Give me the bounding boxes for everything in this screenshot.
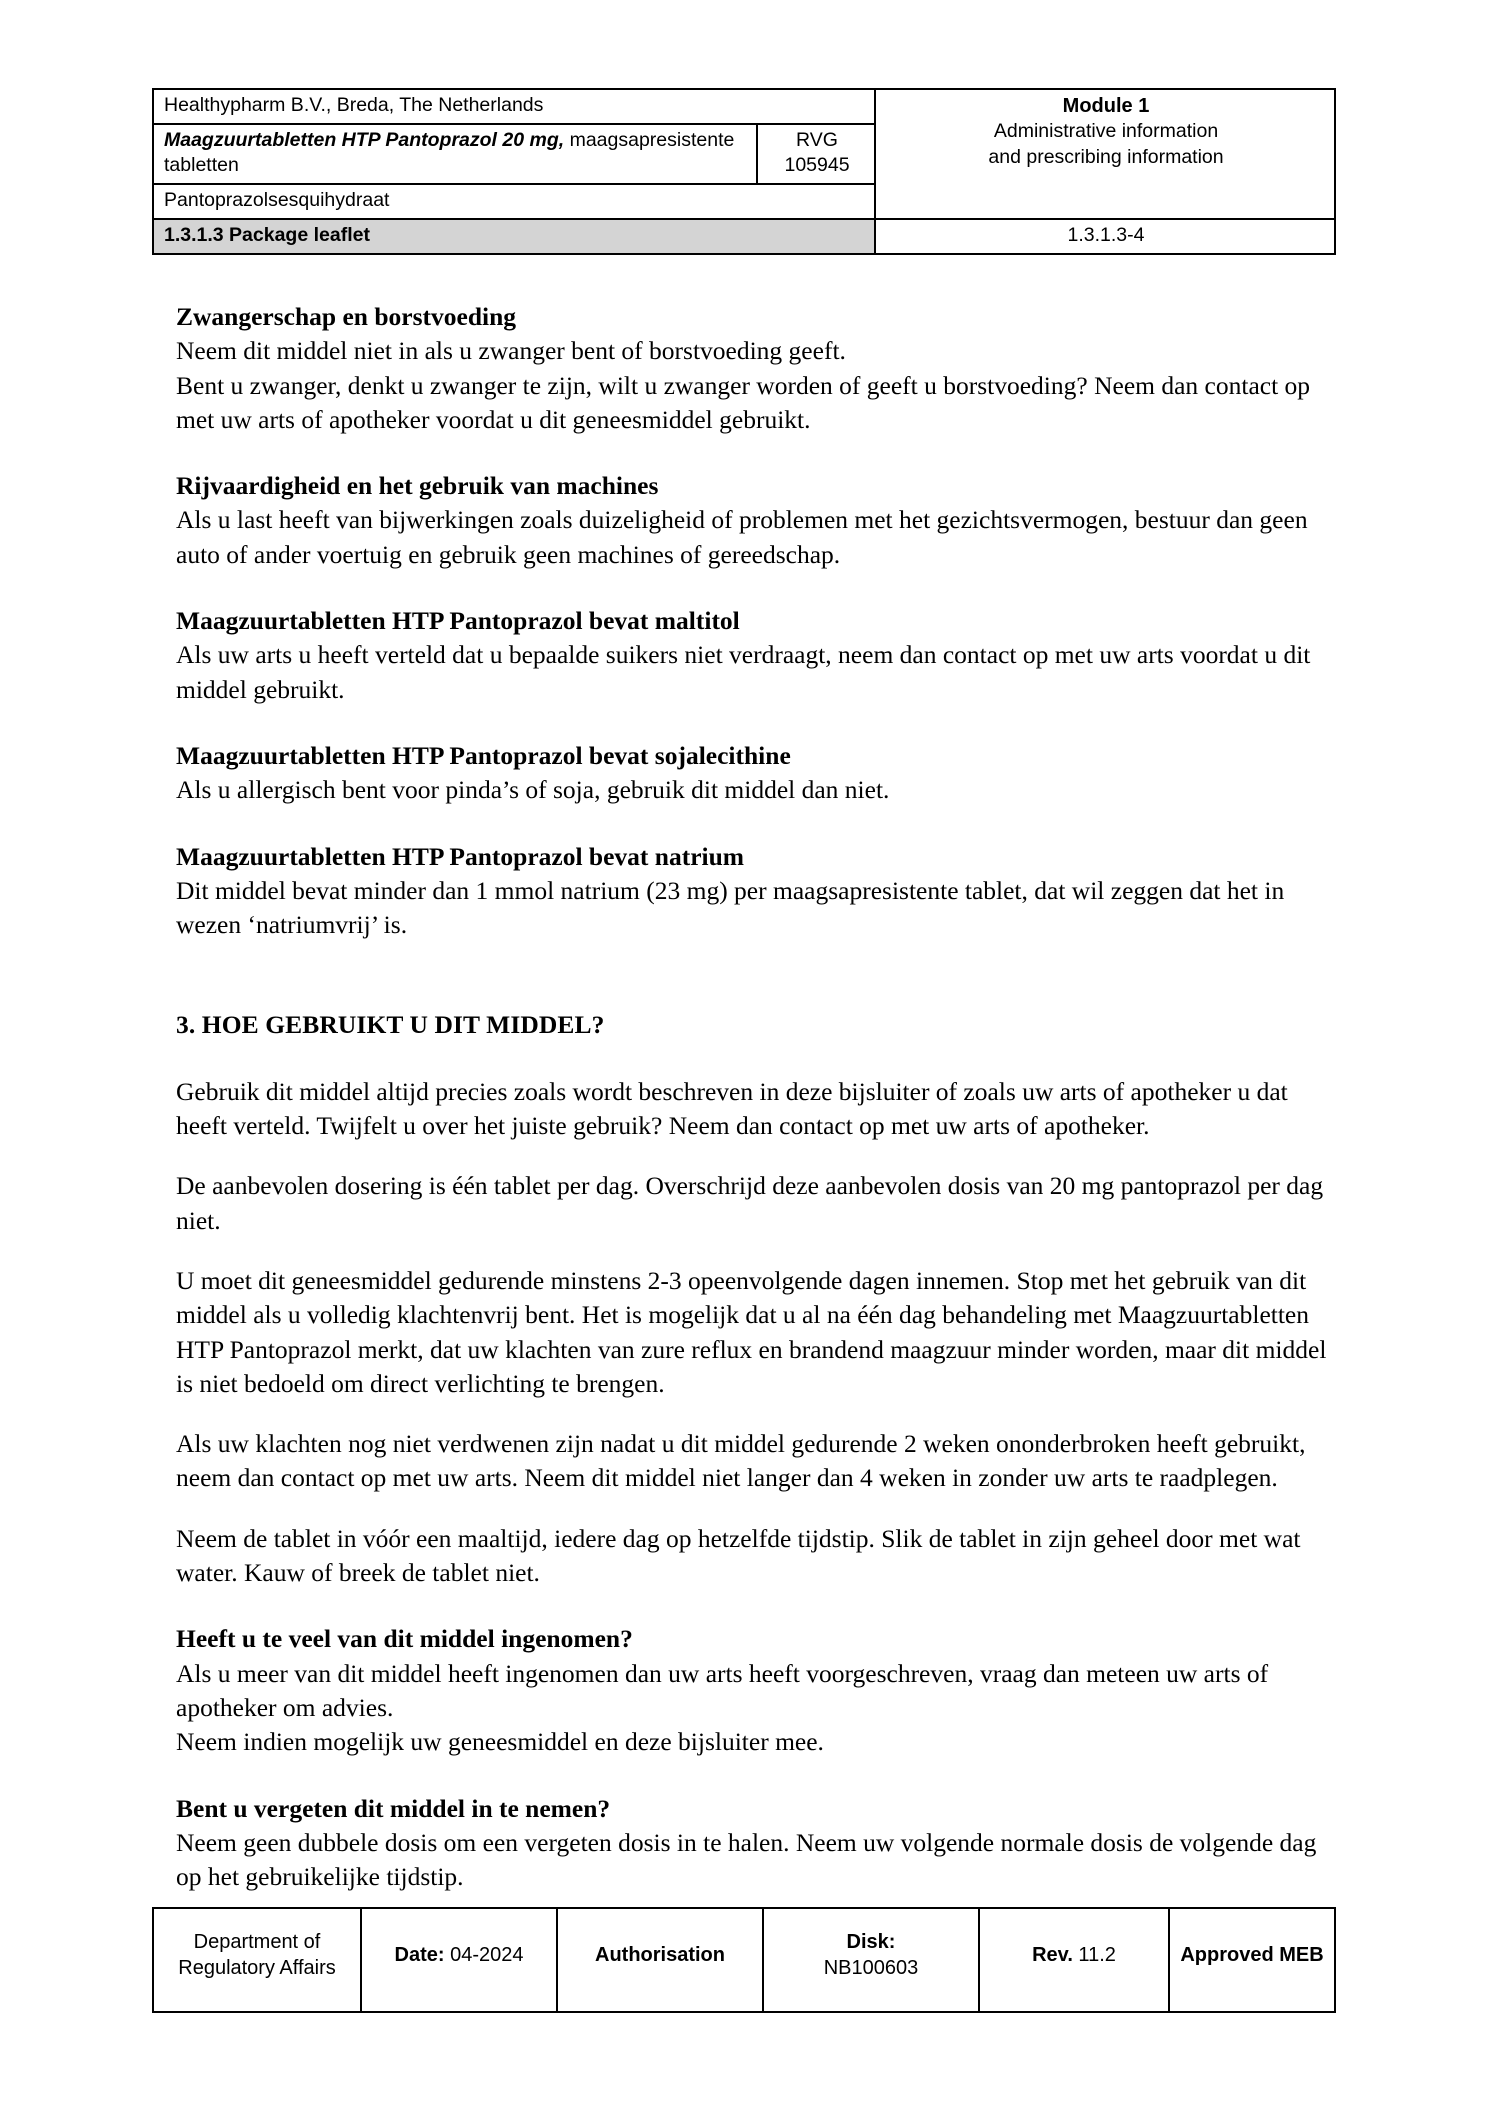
- heading-overdose: Heeft u te veel van dit middel ingenomen?: [176, 1624, 633, 1654]
- footer-authorisation-cell: Authorisation: [557, 1908, 763, 2012]
- footer-date-value: 04-2024: [444, 1944, 524, 1967]
- spacer: [176, 1143, 1340, 1169]
- spacer: [176, 1401, 1340, 1427]
- spacer: [176, 1043, 1340, 1075]
- heading-maltitol: Maagzuurtabletten HTP Pantoprazol bevat maltitol: [176, 606, 740, 636]
- header-module-title: Module 1: [1062, 95, 1150, 117]
- text-section3-para2: De aanbevolen dosering is één tablet per dag. Overschrijd deze aanbevolen dosis van 20 mg pantoprazol per dag niet.: [176, 1171, 1324, 1235]
- header-module-line2: and prescribing information: [988, 146, 1224, 169]
- text-driving: Als u last heeft van bijwerkingen zoals duizeligheid of problemen met het gezichtsvermogen, bestuur dan geen auto of ander voertuig en gebruik geen machines of gereedschap.: [176, 505, 1308, 569]
- text-section3-para1: Gebruik dit middel altijd precies zoals wordt beschreven in deze bijsluiter of zoals uw arts of apotheker u dat heeft verteld. Twijfelt u over het juiste gebruik? Neem dan contact op met uw arts of apotheker.: [176, 1076, 1288, 1141]
- spacer: [176, 942, 1340, 1008]
- spacer: [176, 437, 1340, 469]
- header-rvg-number: 105945: [784, 154, 850, 177]
- spacer: [176, 1760, 1340, 1792]
- header-section-banner: 1.3.1.3 Package leaflet: [153, 219, 875, 254]
- spacer: [176, 808, 1340, 840]
- footer-department-line1: Department of: [193, 1931, 321, 1954]
- spacer: [176, 1496, 1340, 1522]
- header-substance-name: Pantoprazolsesquihydraat: [153, 184, 875, 219]
- heading-section-3: 3. HOE GEBRUIKT U DIT MIDDEL?: [176, 1010, 605, 1040]
- text-missed-dose: Neem geen dubbele dosis om een vergeten dosis in te halen. Neem uw volgende normale dosis de volgende dag op het gebruikelijke tijdstip.: [176, 1827, 1317, 1892]
- spacer: [176, 1590, 1340, 1622]
- footer-department-line2: Regulatory Affairs: [178, 1957, 336, 1979]
- footer-approved-cell: Approved MEB: [1169, 1908, 1335, 2012]
- header-rvg-label: RVG: [796, 128, 838, 151]
- heading-driving: Rijvaardigheid en het gebruik van machines: [176, 471, 659, 501]
- header-row-company: [153, 89, 1335, 124]
- document-footer-table: [152, 1907, 1336, 2013]
- spacer: [176, 1238, 1340, 1264]
- footer-row: [153, 1908, 1335, 2012]
- text-section3-para4: Als uw klachten nog niet verdwenen zijn nadat u dit middel gedurende 2 weken ononderbroken heeft gebruikt, neem dan contact op met uw arts. Neem dit middel niet langer dan 4 weken in zonder uw arts te raadplegen.: [176, 1429, 1306, 1493]
- text-pregnancy-line1: Neem dit middel niet in als u zwanger bent of borstvoeding geeft.: [176, 336, 846, 366]
- heading-soy: Maagzuurtabletten HTP Pantoprazol bevat sojalecithine: [176, 740, 791, 770]
- footer-date-label: Date:: [394, 1944, 445, 1967]
- leaflet-body: [176, 300, 1340, 1894]
- heading-missed-dose: Bent u vergeten dit middel in te nemen?: [176, 1793, 611, 1823]
- header-product-name: [153, 124, 757, 184]
- footer-department-cell: [153, 1908, 361, 2012]
- text-sodium: Dit middel bevat minder dan 1 mmol natrium (23 mg) per maagsapresistente tablet, dat wil zeggen dat het in wezen ‘natriumvrij’ is.: [176, 875, 1285, 940]
- text-section3-para3: U moet dit geneesmiddel gedurende minstens 2-3 opeenvolgende dagen innemen. Stop met het gebruik van dit middel als u volledig klachtenvrij bent. Het is mogelijk dat u al na één dag behandeling met Maagzuurtabletten HTP Pantoprazol merkt, dat uw klachten van zure reflux en brandend maagzuur minder worden, maar dit middel is niet bedoeld om direct verlichting te brengen.: [176, 1265, 1327, 1398]
- heading-pregnancy: Zwangerschap en borstvoeding: [176, 302, 517, 331]
- header-product-rest: maagsapresistente tabletten: [164, 128, 735, 177]
- header-company-name: Healthypharm B.V., Breda, The Netherlands: [153, 89, 875, 124]
- header-module-line1: Administrative information: [993, 120, 1219, 143]
- footer-disk-cell: [763, 1908, 979, 2012]
- footer-rev-label: Rev.: [1032, 1944, 1073, 1967]
- header-product-bold: Maagzuurtabletten HTP Pantoprazol 20 mg,: [164, 128, 565, 151]
- footer-rev-value: 11.2: [1072, 1944, 1116, 1967]
- footer-disk-value: NB100603: [823, 1957, 919, 1979]
- spacer: [176, 572, 1340, 604]
- header-document-number: 1.3.1.3-4: [875, 219, 1335, 254]
- text-overdose-line2: Neem indien mogelijk uw geneesmiddel en deze bijsluiter mee.: [176, 1727, 824, 1757]
- header-rvg-cell: [757, 124, 875, 184]
- heading-sodium: Maagzuurtabletten HTP Pantoprazol bevat natrium: [176, 841, 745, 871]
- document-header-table: [152, 88, 1336, 255]
- text-section3-para5: Neem de tablet in vóór een maaltijd, iedere dag op hetzelfde tijdstip. Slik de tablet in zijn geheel door met wat water. Kauw of breek de tablet niet.: [176, 1523, 1301, 1588]
- footer-date-cell: [361, 1908, 557, 2012]
- text-soy: Als u allergisch bent voor pinda’s of soja, gebruik dit middel dan niet.: [176, 775, 890, 805]
- header-module-cell: [875, 89, 1335, 219]
- text-pregnancy-line2: Bent u zwanger, denkt u zwanger te zijn, wilt u zwanger worden of geeft u borstvoeding? Neem dan contact op met uw arts of apotheker voordat u dit geneesmiddel gebruikt.: [176, 370, 1311, 434]
- text-maltitol: Als uw arts u heeft verteld dat u bepaalde suikers niet verdraagt, neem dan contact op met uw arts voordat u dit middel gebruikt.: [176, 640, 1311, 704]
- text-overdose-line1: Als u meer van dit middel heeft ingenomen dan uw arts heeft voorgeschreven, vraag dan meteen uw arts of apotheker om advies.: [176, 1658, 1269, 1722]
- footer-rev-cell: [979, 1908, 1169, 2012]
- header-row-banner: [153, 219, 1335, 254]
- footer-disk-label: Disk:: [846, 1931, 896, 1954]
- spacer: [176, 707, 1340, 739]
